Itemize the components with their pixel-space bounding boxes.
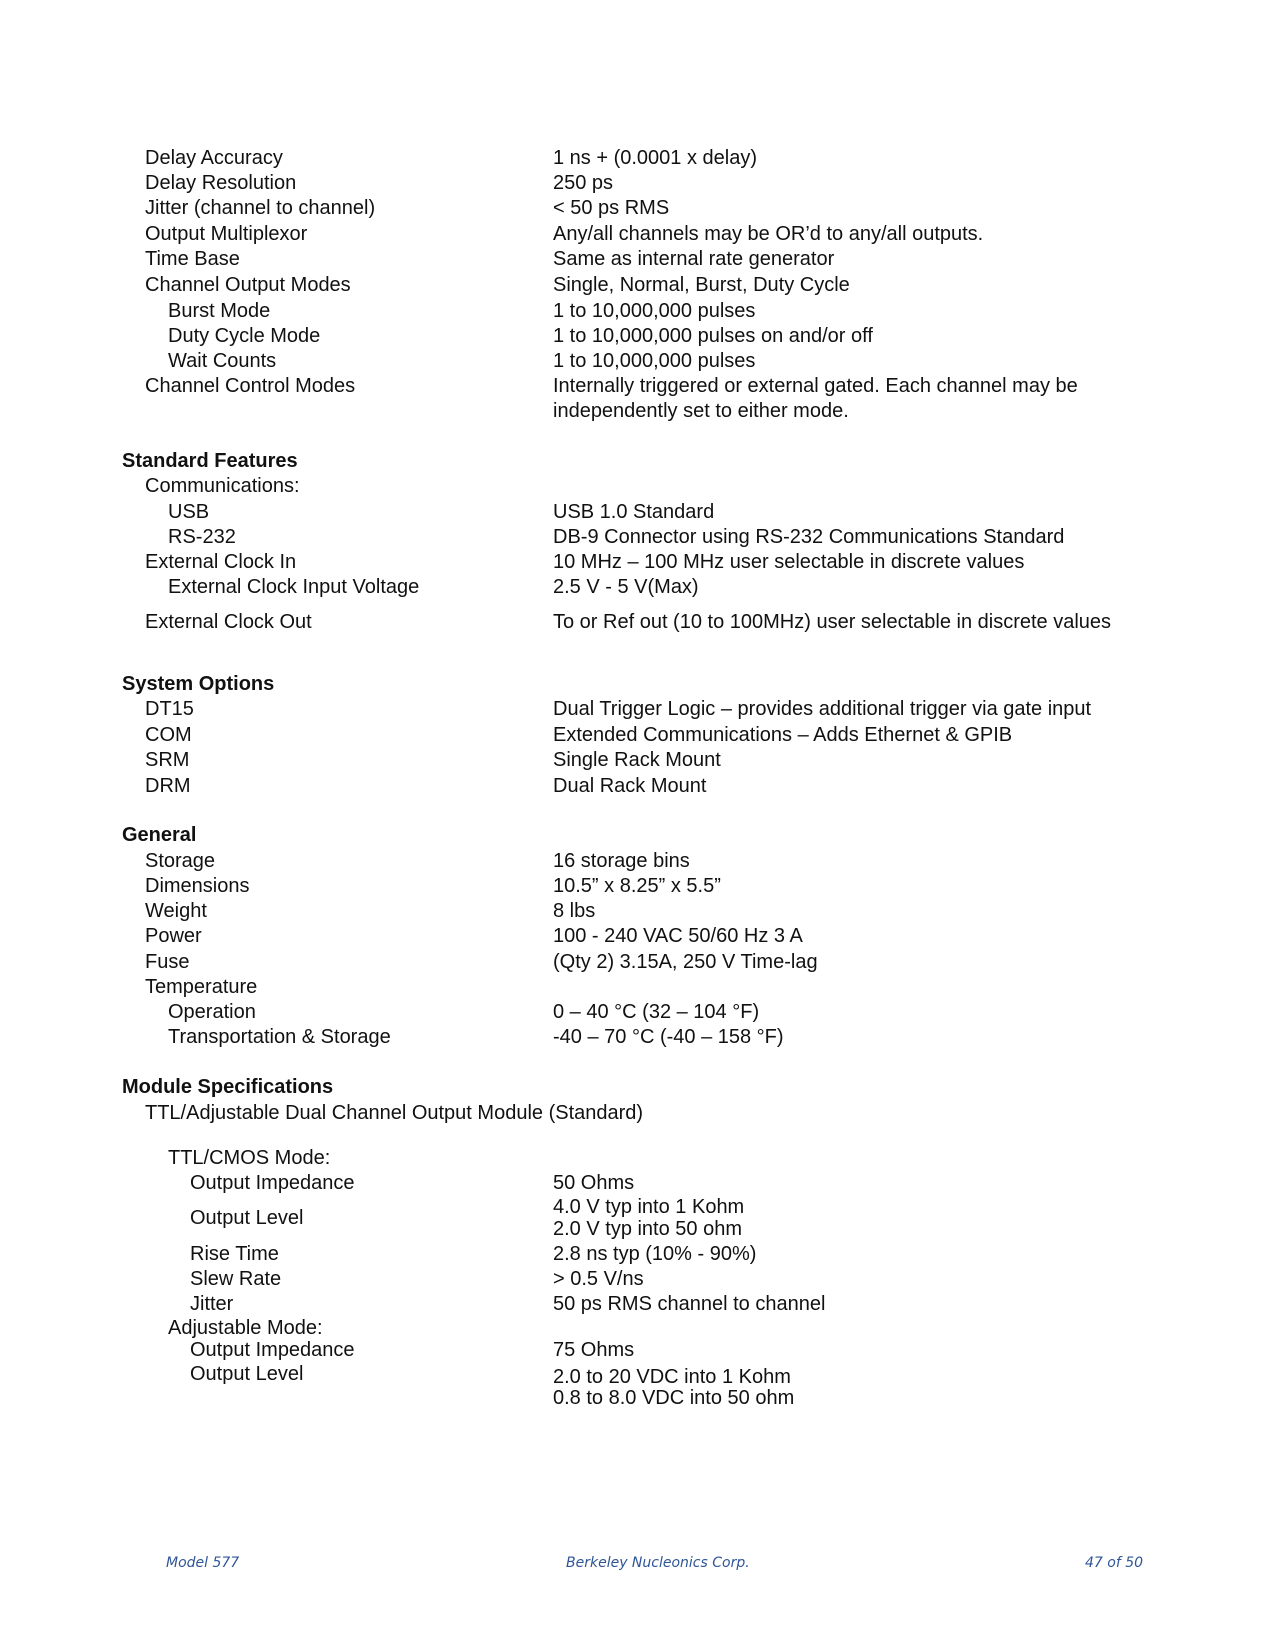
spec-value: Dual Trigger Logic – provides additional trigger via gate input xyxy=(553,698,1092,720)
spec-label: SRM xyxy=(145,749,190,771)
spec-label: Fuse xyxy=(145,951,190,973)
section-heading-general: General xyxy=(122,824,197,846)
spec-label: Slew Rate xyxy=(190,1268,282,1290)
spec-value: 0 – 40 °C (32 – 104 °F) xyxy=(553,1001,760,1023)
spec-value: Internally triggered or external gated. Each channel may be xyxy=(553,375,1078,397)
spec-value: Single Rack Mount xyxy=(553,749,721,771)
spec-label: Storage xyxy=(145,850,216,872)
section-heading-module-specifications: Module Specifications xyxy=(122,1076,334,1098)
module-title: TTL/Adjustable Dual Channel Output Module (Standard) xyxy=(145,1102,644,1124)
spec-label: Channel Output Modes xyxy=(145,274,351,296)
spec-value: 2.8 ns typ (10% - 90%) xyxy=(553,1243,757,1265)
spec-value: Any/all channels may be OR’d to any/all outputs. xyxy=(553,223,984,245)
spec-value: 1 to 10,000,000 pulses xyxy=(553,300,756,322)
spec-value: 250 ps xyxy=(553,172,614,194)
spec-value: 2.0 to 20 VDC into 1 Kohm xyxy=(553,1366,791,1388)
spec-value: -40 – 70 °C (-40 – 158 °F) xyxy=(553,1026,784,1048)
spec-value: 16 storage bins xyxy=(553,850,690,872)
spec-label: RS-232 xyxy=(168,526,236,548)
spec-label: Delay Resolution xyxy=(145,172,297,194)
spec-label: Temperature xyxy=(145,976,258,998)
subsection-label: TTL/CMOS Mode: xyxy=(168,1147,331,1169)
spec-value: 1 ns + (0.0001 x delay) xyxy=(553,147,758,169)
spec-label: Operation xyxy=(168,1001,256,1023)
spec-label: Time Base xyxy=(145,248,240,270)
spec-label: Burst Mode xyxy=(168,300,271,322)
spec-label: DRM xyxy=(145,775,191,797)
spec-label: External Clock Out xyxy=(145,611,312,633)
spec-label: Output Impedance xyxy=(190,1339,355,1361)
spec-label: Output Impedance xyxy=(190,1172,355,1194)
spec-label: Channel Control Modes xyxy=(145,375,356,397)
spec-label: Transportation & Storage xyxy=(168,1026,391,1048)
spec-value: Same as internal rate generator xyxy=(553,248,835,270)
spec-value: To or Ref out (10 to 100MHz) user selectable in discrete values xyxy=(553,611,1112,633)
spec-value: 0.8 to 8.0 VDC into 50 ohm xyxy=(553,1387,795,1409)
spec-label: USB xyxy=(168,501,210,523)
spec-label: Duty Cycle Mode xyxy=(168,325,321,347)
spec-label: External Clock In xyxy=(145,551,297,573)
spec-value: Single, Normal, Burst, Duty Cycle xyxy=(553,274,850,296)
spec-value: Extended Communications – Adds Ethernet & GPIB xyxy=(553,724,1013,746)
spec-label: Wait Counts xyxy=(168,350,277,372)
footer-company: Berkeley Nucleonics Corp. xyxy=(566,1555,750,1571)
spec-value: 10 MHz – 100 MHz user selectable in discrete values xyxy=(553,551,1025,573)
spec-label: Output Level xyxy=(190,1363,304,1385)
section-heading-system-options: System Options xyxy=(122,673,275,695)
spec-value: independently set to either mode. xyxy=(553,400,849,422)
spec-label: Output Multiplexor xyxy=(145,223,308,245)
spec-value: USB 1.0 Standard xyxy=(553,501,715,523)
spec-label: Jitter (channel to channel) xyxy=(145,197,376,219)
spec-value: 4.0 V typ into 1 Kohm xyxy=(553,1196,745,1218)
spec-value: 50 ps RMS channel to channel xyxy=(553,1293,826,1315)
spec-value: > 0.5 V/ns xyxy=(553,1268,644,1290)
spec-label: Delay Accuracy xyxy=(145,147,283,169)
spec-label: Weight xyxy=(145,900,207,922)
spec-value: < 50 ps RMS xyxy=(553,197,670,219)
footer-page-number: 47 of 50 xyxy=(1085,1555,1144,1571)
footer-model: Model 577 xyxy=(166,1555,240,1571)
spec-value: 1 to 10,000,000 pulses xyxy=(553,350,756,372)
spec-label: External Clock Input Voltage xyxy=(168,576,420,598)
spec-value: 100 - 240 VAC 50/60 Hz 3 A xyxy=(553,925,803,947)
subsection-label: Adjustable Mode: xyxy=(168,1317,323,1339)
spec-label: Communications: xyxy=(145,475,300,497)
spec-value: DB-9 Connector using RS-232 Communications Standard xyxy=(553,526,1065,548)
spec-value: 2.0 V typ into 50 ohm xyxy=(553,1218,743,1240)
spec-label: COM xyxy=(145,724,192,746)
spec-value: 8 lbs xyxy=(553,900,596,922)
spec-label: Jitter xyxy=(190,1293,234,1315)
spec-value: 1 to 10,000,000 pulses on and/or off xyxy=(553,325,873,347)
spec-value: 75 Ohms xyxy=(553,1339,635,1361)
spec-label: Power xyxy=(145,925,202,947)
spec-value: 50 Ohms xyxy=(553,1172,635,1194)
spec-value: 2.5 V - 5 V(Max) xyxy=(553,576,699,598)
spec-value: 10.5” x 8.25” x 5.5” xyxy=(553,875,721,897)
spec-value: (Qty 2) 3.15A, 250 V Time-lag xyxy=(553,951,818,973)
spec-label: Dimensions xyxy=(145,875,250,897)
spec-label: Rise Time xyxy=(190,1243,279,1265)
spec-label: Output Level xyxy=(190,1207,304,1229)
spec-value: Dual Rack Mount xyxy=(553,775,707,797)
section-heading-standard-features: Standard Features xyxy=(122,450,298,472)
spec-label: DT15 xyxy=(145,698,194,720)
